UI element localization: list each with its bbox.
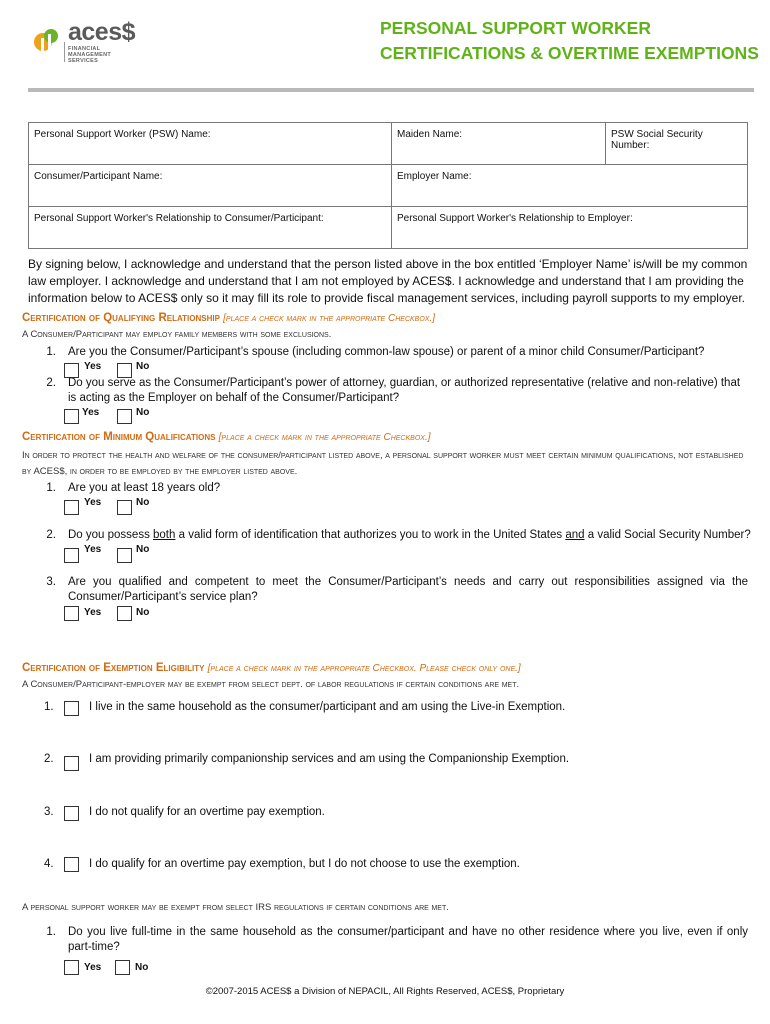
no-label: No — [135, 962, 149, 973]
psw-name-field[interactable]: Personal Support Worker (PSW) Name: — [29, 123, 392, 165]
poa-yes-checkbox[interactable] — [64, 409, 79, 424]
section-qualifying-relationship-subtitle: A Consumer/Participant may employ family members with some exclusions. — [22, 329, 332, 340]
option-number: 2. — [44, 753, 54, 765]
header-rule — [28, 88, 754, 92]
document-title: PERSONAL SUPPORT WORKER CERTIFICATIONS & OVERTIME EXEMPTIONS — [380, 18, 759, 63]
question-competence: Are you qualified and competent to meet the Consumer/Participant’s needs and carry out responsibilities assigned via the Consumer/Participant’s service plan? — [68, 576, 748, 603]
option-number: 4. — [44, 858, 54, 870]
irs-exemption-subtitle: A personal support worker may be exempt from select IRS regulations if certain conditions are met. — [22, 902, 449, 913]
section-minimum-qualifications-subtitle: In order to protect the health and welfare of the consumer/participant listed above, a personal support worker must meet certain minimum qualifications, not established by ACES$, in order to be employed by the employer listed above. — [22, 450, 744, 477]
yes-label: Yes — [84, 962, 102, 973]
id-no-checkbox[interactable] — [117, 548, 132, 563]
question-number: 1. — [46, 482, 56, 494]
yes-label: Yes — [84, 607, 102, 618]
maiden-name-field[interactable]: Maiden Name: — [392, 123, 606, 165]
section-exemption-eligibility-title: Certification of Exemption Eligibility [place a check mark in the appropriate Checkbox. Please check only one.] — [22, 662, 521, 674]
employer-name-field[interactable]: Employer Name: — [392, 165, 748, 207]
question-spouse-parent: Are you the Consumer/Participant’s spouse (including common-law spouse) or parent of a minor child Consumer/Participant? — [68, 346, 705, 358]
age-yes-checkbox[interactable] — [64, 500, 79, 515]
question-number: 2. — [46, 529, 56, 541]
question-age: Are you at least 18 years old? — [68, 482, 221, 494]
consumer-name-field[interactable]: Consumer/Participant Name: — [29, 165, 392, 207]
question-number: 2. — [46, 377, 56, 389]
logo-wordmark: aces$ — [68, 18, 136, 46]
no-label: No — [136, 361, 150, 372]
no-overtime-exemption-checkbox[interactable] — [64, 806, 79, 821]
household-no-checkbox[interactable] — [115, 960, 130, 975]
question-identification: Do you possess both a valid form of identification that authorizes you to work in the United States and a valid Social Security Number? — [68, 529, 751, 541]
question-number: 1. — [46, 926, 56, 938]
yes-label: Yes — [82, 407, 100, 418]
section-minimum-qualifications-title: Certification of Minimum Qualifications [place a check mark in the appropriate Checkbox.] — [22, 431, 431, 443]
option-number: 1. — [44, 701, 54, 713]
question-full-time-household: Do you live full-time in the same household as the consumer/participant and have no other residence where you live, even if only part-time? — [68, 926, 748, 953]
decline-overtime-exemption-checkbox[interactable] — [64, 857, 79, 872]
acknowledgement-paragraph: By signing below, I acknowledge and understand that the person listed above in the box entitled ‘Employer Name’ is/will be my common law employer. I acknowledge and understand that I am not employed by ACES$. I acknowledge and understand that I am providing the information below to ACES$ only so it may fill its role to provide fiscal management services, including payroll supports to my employer. — [28, 257, 748, 305]
no-label: No — [136, 497, 150, 508]
section-qualifying-relationship-title: Certification of Qualifying Relationship [place a check mark in the appropriate Checkbox.] — [22, 312, 436, 324]
question-number: 1. — [46, 346, 56, 358]
age-no-checkbox[interactable] — [117, 500, 132, 515]
no-label: No — [136, 607, 150, 618]
option-number: 3. — [44, 806, 54, 818]
copyright-footer: ©2007-2015 ACES$ a Division of NEPACIL, All Rights Reserved, ACES$, Proprietary — [205, 986, 565, 997]
option-decline-overtime-exemption: I do qualify for an overtime pay exemption, but I do not choose to use the exemption. — [89, 858, 520, 870]
relationship-consumer-field[interactable]: Personal Support Worker's Relationship to Consumer/Participant: — [29, 207, 392, 249]
live-in-exemption-checkbox[interactable] — [64, 701, 79, 716]
yes-label: Yes — [84, 544, 102, 555]
option-companionship-exemption: I am providing primarily companionship services and am using the Companionship Exemption. — [89, 753, 570, 765]
no-label: No — [136, 407, 150, 418]
id-yes-checkbox[interactable] — [64, 548, 79, 563]
question-number: 3. — [46, 576, 56, 588]
logo-divider — [64, 42, 65, 62]
household-yes-checkbox[interactable] — [64, 960, 79, 975]
option-no-overtime-exemption: I do not qualify for an overtime pay exemption. — [89, 806, 325, 818]
poa-no-checkbox[interactable] — [117, 409, 132, 424]
yes-label: Yes — [84, 361, 102, 372]
section-exemption-eligibility-subtitle: A Consumer/Participant-employer may be exempt from select dept. of labor regulations if certain conditions are met. — [22, 679, 520, 690]
psw-ssn-field[interactable]: PSW Social Security Number: — [606, 123, 748, 165]
competence-no-checkbox[interactable] — [117, 606, 132, 621]
relationship-employer-field[interactable]: Personal Support Worker's Relationship to Employer: — [392, 207, 748, 249]
option-live-in-exemption: I live in the same household as the consumer/participant and am using the Live-in Exemption. — [89, 701, 566, 713]
competence-yes-checkbox[interactable] — [64, 606, 79, 621]
no-label: No — [136, 544, 150, 555]
question-power-of-attorney: Do you serve as the Consumer/Participant’s power of attorney, guardian, or authorized representative (relative and non-relative) that is acting as the Employer on behalf of the Consumer/Participant? — [68, 377, 741, 404]
yes-label: Yes — [84, 497, 102, 508]
companionship-exemption-checkbox[interactable] — [64, 756, 79, 771]
worker-info-table — [28, 122, 748, 249]
logo-subtitle: FINANCIAL MANAGEMENT SERVICES — [68, 46, 112, 64]
